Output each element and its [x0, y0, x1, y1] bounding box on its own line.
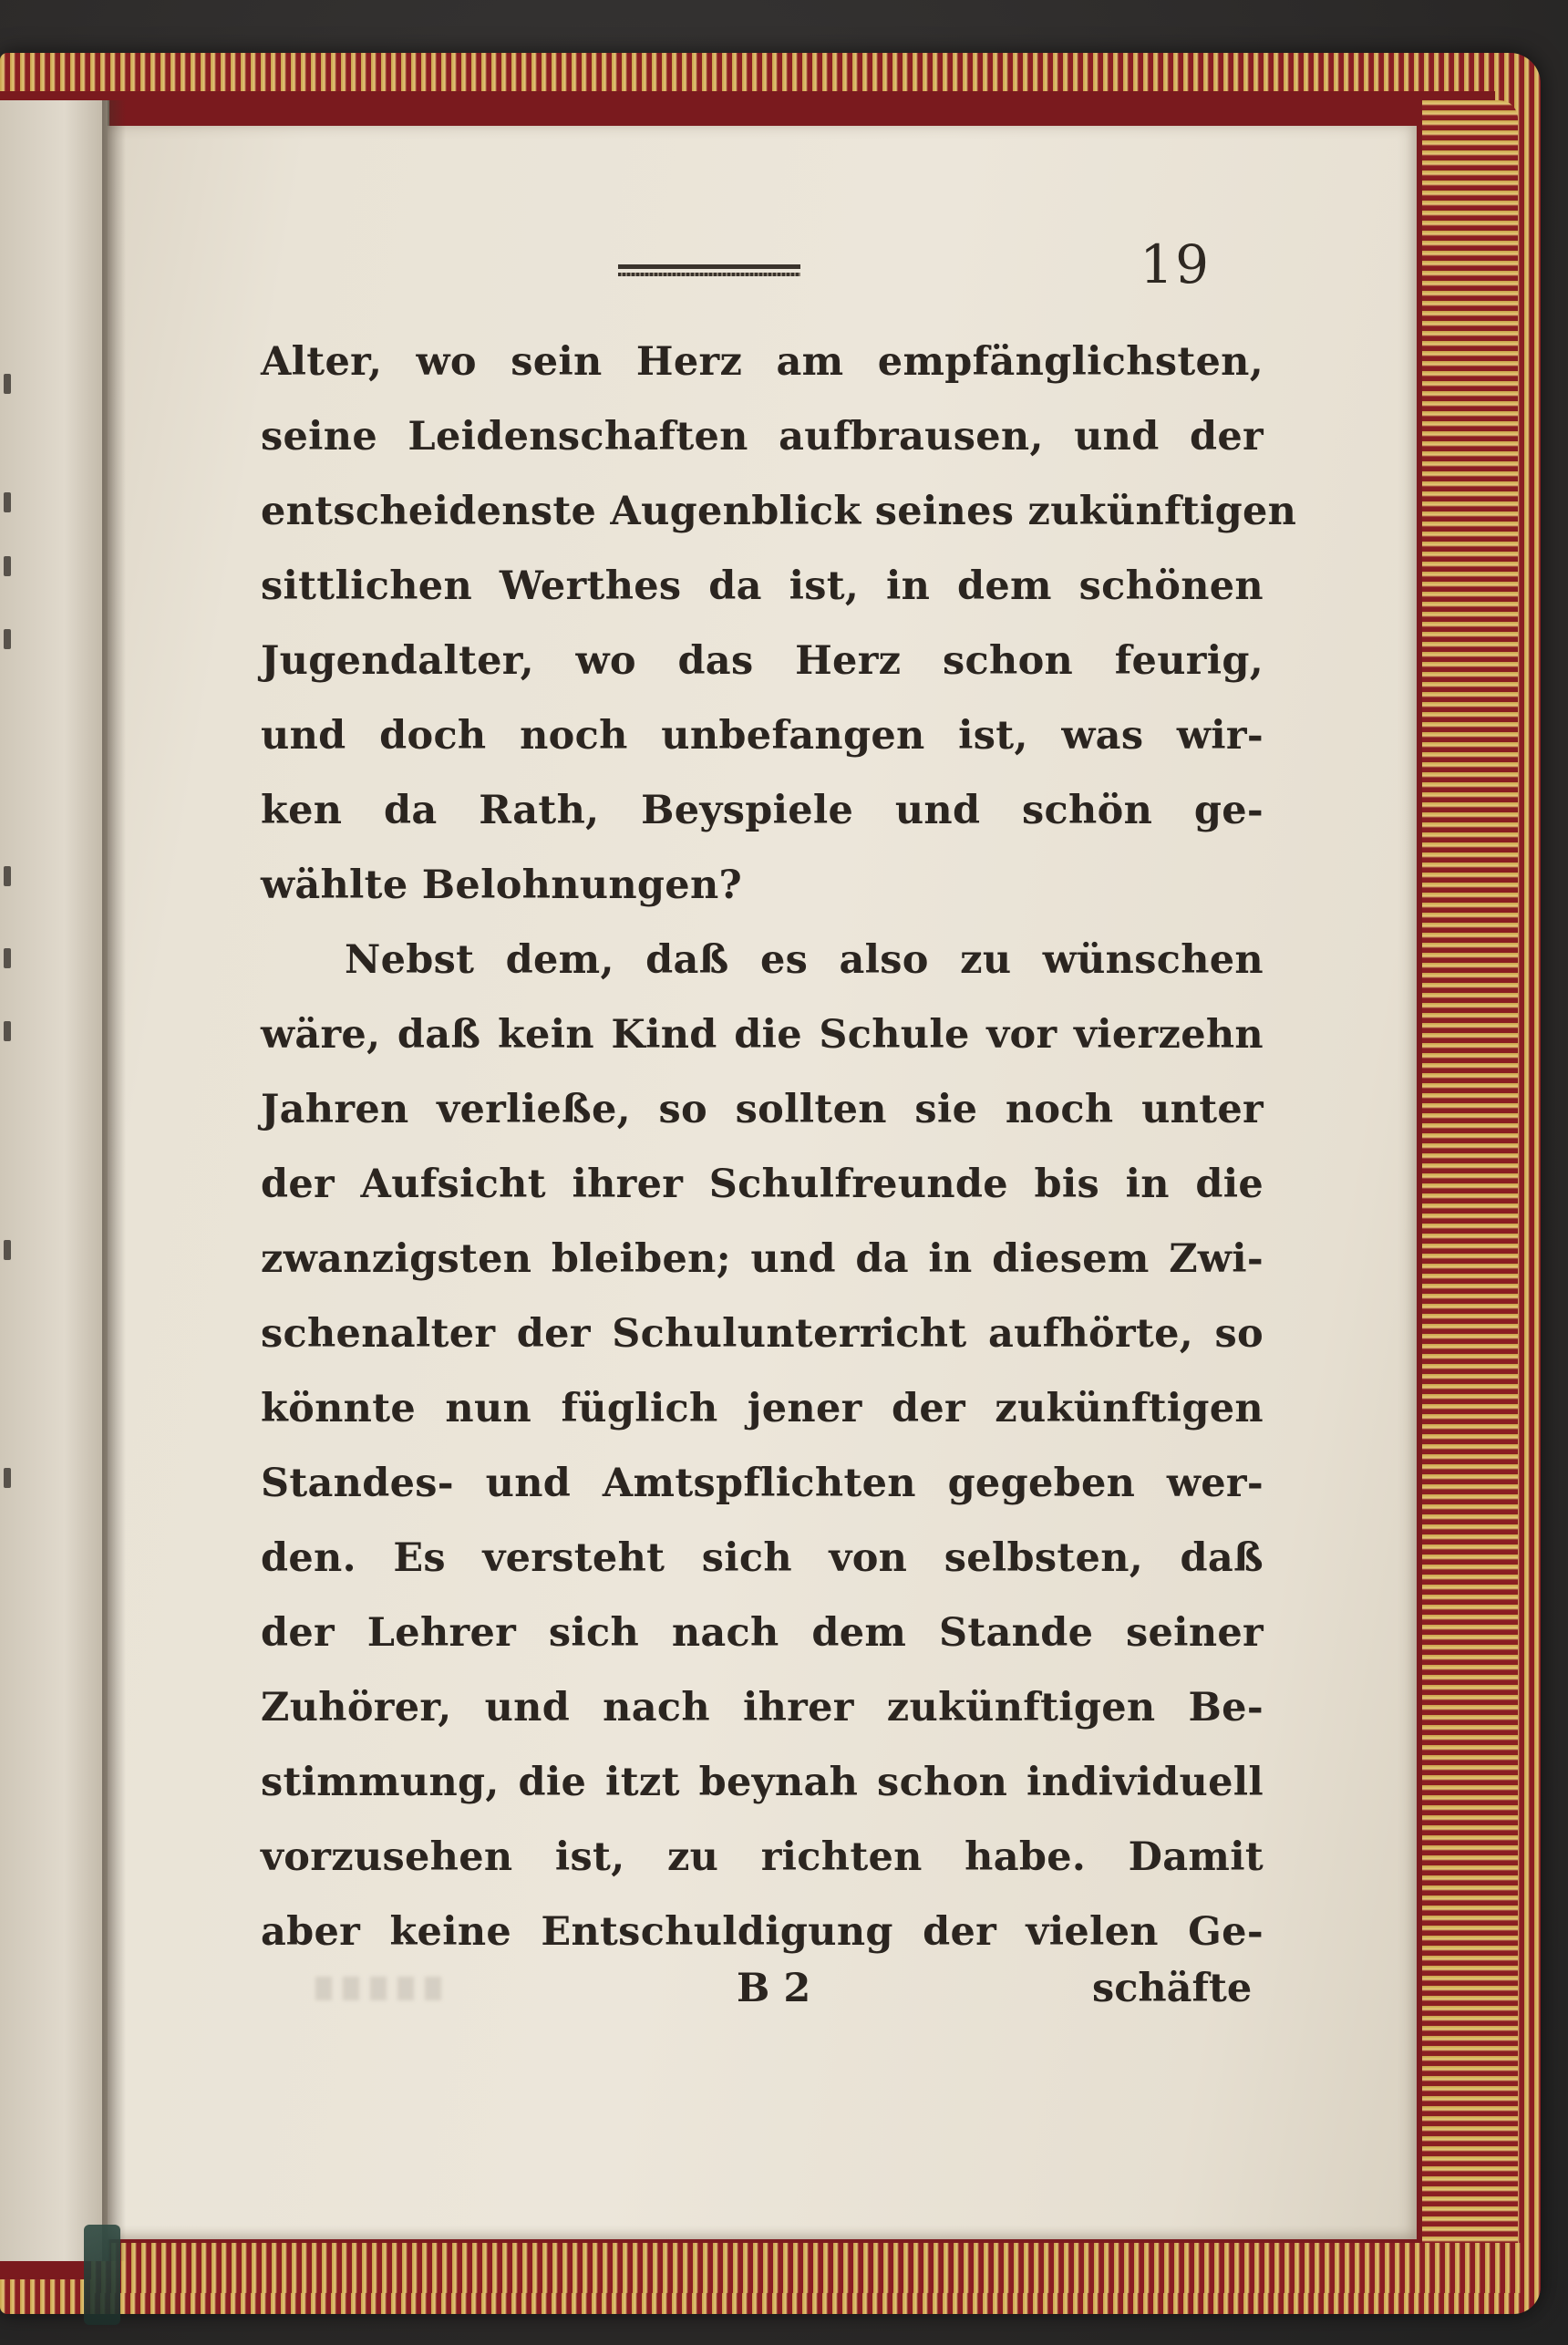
text-line: der Lehrer sich nach dem Stande seiner	[261, 1610, 1264, 1656]
gilt-edge-bottom	[91, 2243, 1522, 2293]
facing-page-mark	[4, 374, 11, 394]
facing-page-mark	[4, 492, 11, 512]
text-line: wäre, daß kein Kind die Schule vor vierzehn	[261, 1012, 1264, 1058]
text-line: schenalter der Schulunterricht aufhörte, so	[261, 1311, 1264, 1357]
text-line: den. Es versteht sich von selbsten, daß	[261, 1535, 1264, 1581]
facing-page-edge	[0, 100, 109, 2261]
text-line: entscheidenste Augenblick seines zukünftigen	[261, 489, 1297, 534]
text-line: stimmung, die itzt beynah schon individuell	[261, 1760, 1264, 1805]
text-line: zwanzigsten bleiben; und da in diesem Zwi-	[261, 1236, 1264, 1282]
text-line: seine Leidenschaften aufbrausen, und der	[261, 414, 1264, 460]
text-line: Alter, wo sein Herz am empfänglichsten,	[261, 339, 1264, 385]
text-line: Nebst dem, daß es also zu wünschen	[345, 937, 1264, 983]
facing-page-mark	[4, 866, 11, 886]
text-line: Jugendalter, wo das Herz schon feurig,	[261, 638, 1264, 684]
gilt-edge-right	[1422, 100, 1518, 2288]
catchword: schäfte	[1092, 1966, 1253, 2011]
text-line: vorzusehen ist, zu richten habe. Damit	[261, 1834, 1264, 1880]
facing-page-mark	[4, 1240, 11, 1260]
page-number: 19	[1140, 233, 1211, 295]
signature-mark: B 2	[737, 1966, 811, 2011]
text-line: könnte nun füglich jener der zukünftigen	[261, 1386, 1264, 1431]
text-line: wählte Belohnungen?	[261, 863, 743, 908]
text-line: ken da Rath, Beyspiele und schön ge-	[261, 788, 1264, 833]
page-footer	[261, 1966, 1264, 2048]
header-rule	[618, 264, 800, 277]
facing-page-mark	[4, 1468, 11, 1488]
text-line: und doch noch unbefangen ist, was wir-	[261, 713, 1264, 759]
text-line: Standes- und Amtspflichten gegeben wer-	[261, 1461, 1264, 1506]
gutter-shadow	[102, 100, 126, 2261]
facing-page-mark	[4, 556, 11, 576]
text-line: Jahren verließe, so sollten sie noch unter	[261, 1087, 1264, 1132]
facing-page-mark	[4, 1021, 11, 1041]
bookmark-ribbon	[84, 2225, 120, 2325]
text-line: Zuhörer, und nach ihrer zukünftigen Be-	[261, 1685, 1264, 1730]
book-page	[108, 126, 1417, 2239]
facing-page-mark	[4, 948, 11, 968]
text-line: sittlichen Werthes da ist, in dem schönen	[261, 563, 1264, 609]
body-text	[261, 325, 1297, 1969]
facing-page-mark	[4, 629, 11, 649]
text-line: aber keine Entschuldigung der vielen Ge-	[261, 1909, 1264, 1955]
text-line: der Aufsicht ihrer Schulfreunde bis in die	[261, 1162, 1264, 1207]
